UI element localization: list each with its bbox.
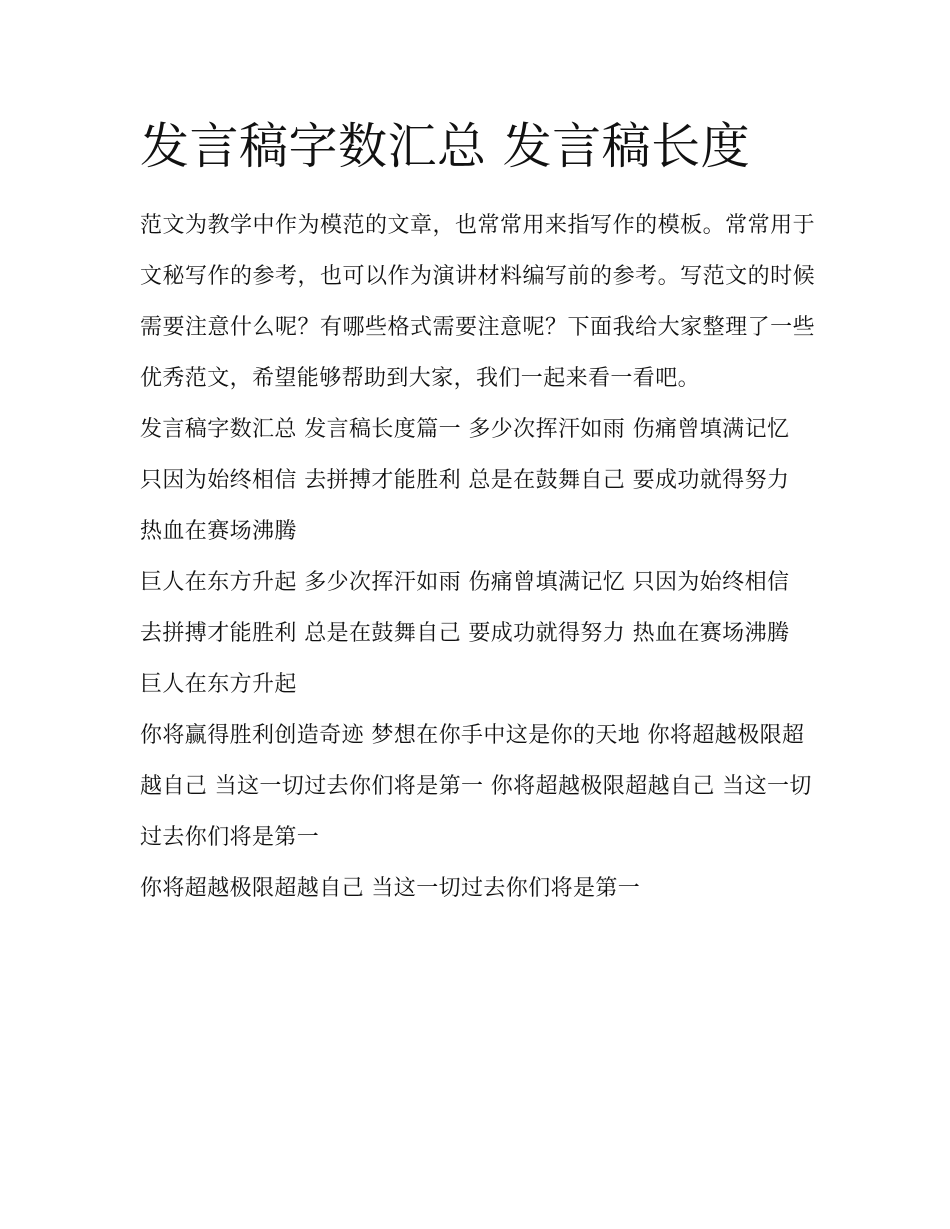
speech-paragraph-3: 你将赢得胜利创造奇迹 梦想在你手中这是你的天地 你将超越极限超越自己 当这一切过去你们将是第一 你将超越极限超越自己 当这一切过去你们将是第一 bbox=[140, 723, 812, 850]
speech-paragraph-4: 你将超越极限超越自己 当这一切过去你们将是第一 bbox=[140, 876, 641, 901]
intro-paragraph: 范文为教学中作为模范的文章，也常常用来指写作的模板。常常用于文秘写作的参考，也可以作为演讲材料编写前的参考。写范文的时候需要注意什么呢？有哪些格式需要注意呢？下面我给大家整理了一些优秀范文，希望能够帮助到大家，我们一起来看一看吧。 bbox=[140, 213, 815, 391]
speech-paragraph-1: 发言稿字数汇总 发言稿长度篇一 多少次挥汗如雨 伤痛曾填满记忆 只因为始终相信 去拼搏才能胜利 总是在鼓舞自己 要成功就得努力 热血在赛场沸腾 bbox=[140, 417, 790, 544]
document-title: 发言稿字数汇总 发言稿长度 bbox=[140, 118, 751, 175]
document-body bbox=[140, 200, 815, 914]
speech-paragraph-2: 巨人在东方升起 多少次挥汗如雨 伤痛曾填满记忆 只因为始终相信 去拼搏才能胜利 总是在鼓舞自己 要成功就得努力 热血在赛场沸腾 巨人在东方升起 bbox=[140, 570, 790, 697]
